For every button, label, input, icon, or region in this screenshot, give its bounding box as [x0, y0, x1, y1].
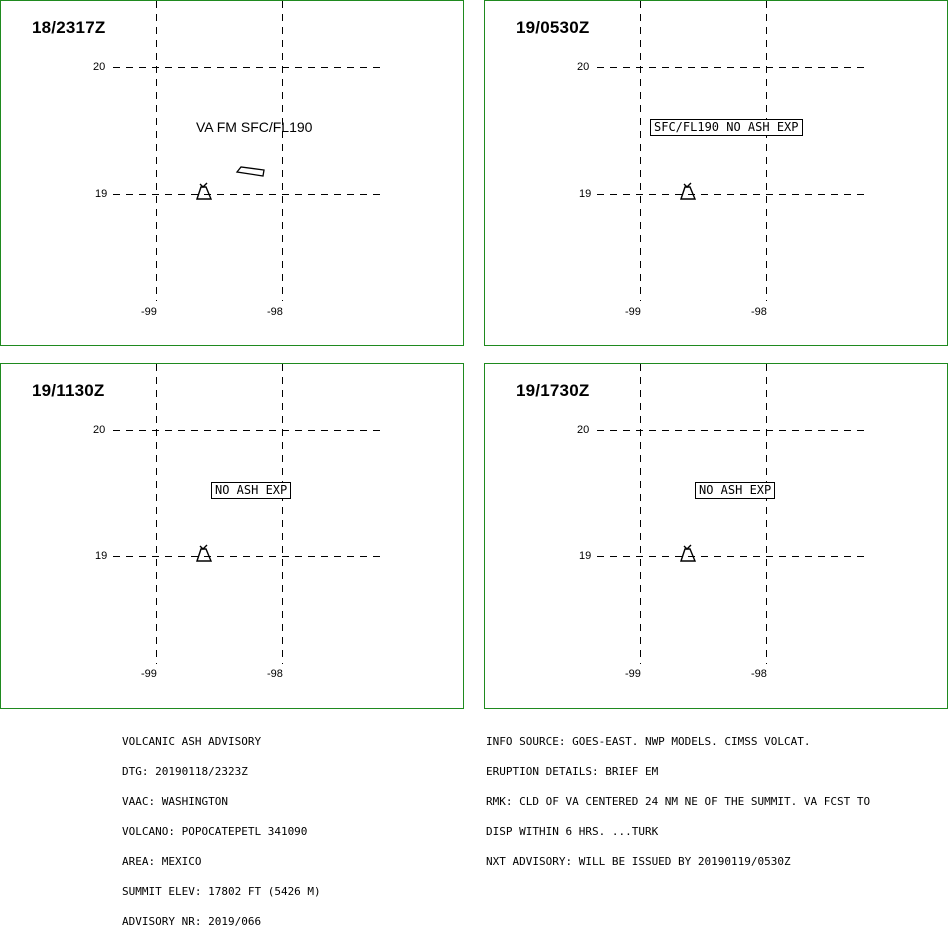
- lat-label-20: 20: [577, 424, 590, 436]
- advisory-line: SUMMIT ELEV: 17802 FT (5426 M): [122, 885, 321, 898]
- forecast-panel-3: [0, 363, 464, 709]
- advisory-line: ADVISORY NR: 2019/066: [122, 915, 262, 928]
- lon-label-98: -98: [267, 306, 283, 318]
- advisory-line: DTG: 20190118/2323Z: [122, 765, 248, 778]
- advisory-line: RMK: CLD OF VA CENTERED 24 NM NE OF THE SUMMIT. VA FCST TO: [486, 795, 871, 808]
- map-grid: [1, 1, 465, 347]
- forecast-panel-2: [484, 0, 948, 346]
- lat-label-20: 20: [577, 61, 590, 73]
- lon-label-98: -98: [751, 306, 767, 318]
- advisory-line: ERUPTION DETAILS: BRIEF EM: [486, 765, 659, 778]
- lat-label-19: 19: [95, 550, 108, 562]
- lon-label-98: -98: [267, 668, 283, 680]
- advisory-line: AREA: MEXICO: [122, 855, 202, 868]
- map-grid: [1, 364, 465, 710]
- lon-label-99: -99: [141, 668, 157, 680]
- advisory-line: NXT ADVISORY: WILL BE ISSUED BY 20190119/0530Z: [486, 855, 791, 868]
- no-ash-label: NO ASH EXP: [695, 482, 775, 499]
- lat-label-20: 20: [93, 424, 106, 436]
- valid-time: 19/1130Z: [32, 381, 105, 400]
- volcano-icon: [681, 545, 695, 561]
- lon-label-99: -99: [625, 306, 641, 318]
- advisory-line: INFO SOURCE: GOES-EAST. NWP MODELS. CIMSS VOLCAT.: [486, 735, 811, 748]
- advisory-header-block: [122, 717, 321, 937]
- forecast-panel-1: [0, 0, 464, 346]
- lon-label-98: -98: [751, 668, 767, 680]
- forecast-panel-4: [484, 363, 948, 709]
- no-ash-label: SFC/FL190 NO ASH EXP: [650, 119, 803, 136]
- advisory-line: VOLCANO: POPOCATEPETL 341090: [122, 825, 308, 838]
- volcano-icon: [197, 183, 211, 199]
- lon-label-99: -99: [141, 306, 157, 318]
- advisory-line: DISP WITHIN 6 HRS. ...TURK: [486, 825, 659, 838]
- map-grid: [485, 1, 949, 347]
- valid-time: 19/0530Z: [516, 18, 590, 37]
- lat-label-19: 19: [579, 550, 592, 562]
- no-ash-label: NO ASH EXP: [211, 482, 291, 499]
- map-grid: [485, 364, 949, 710]
- lon-label-99: -99: [625, 668, 641, 680]
- lat-label-20: 20: [93, 61, 106, 73]
- ash-level-label: VA FM SFC/FL190: [196, 119, 313, 135]
- lat-label-19: 19: [579, 188, 592, 200]
- valid-time: 18/2317Z: [32, 18, 106, 37]
- valid-time: 19/1730Z: [516, 381, 590, 400]
- volcano-icon: [681, 183, 695, 199]
- lat-label-19: 19: [95, 188, 108, 200]
- advisory-line: VOLCANIC ASH ADVISORY: [122, 735, 262, 748]
- volcano-icon: [197, 545, 211, 561]
- advisory-remarks-block: [486, 717, 870, 877]
- advisory-line: VAAC: WASHINGTON: [122, 795, 228, 808]
- ash-cloud-polygon: [237, 167, 264, 176]
